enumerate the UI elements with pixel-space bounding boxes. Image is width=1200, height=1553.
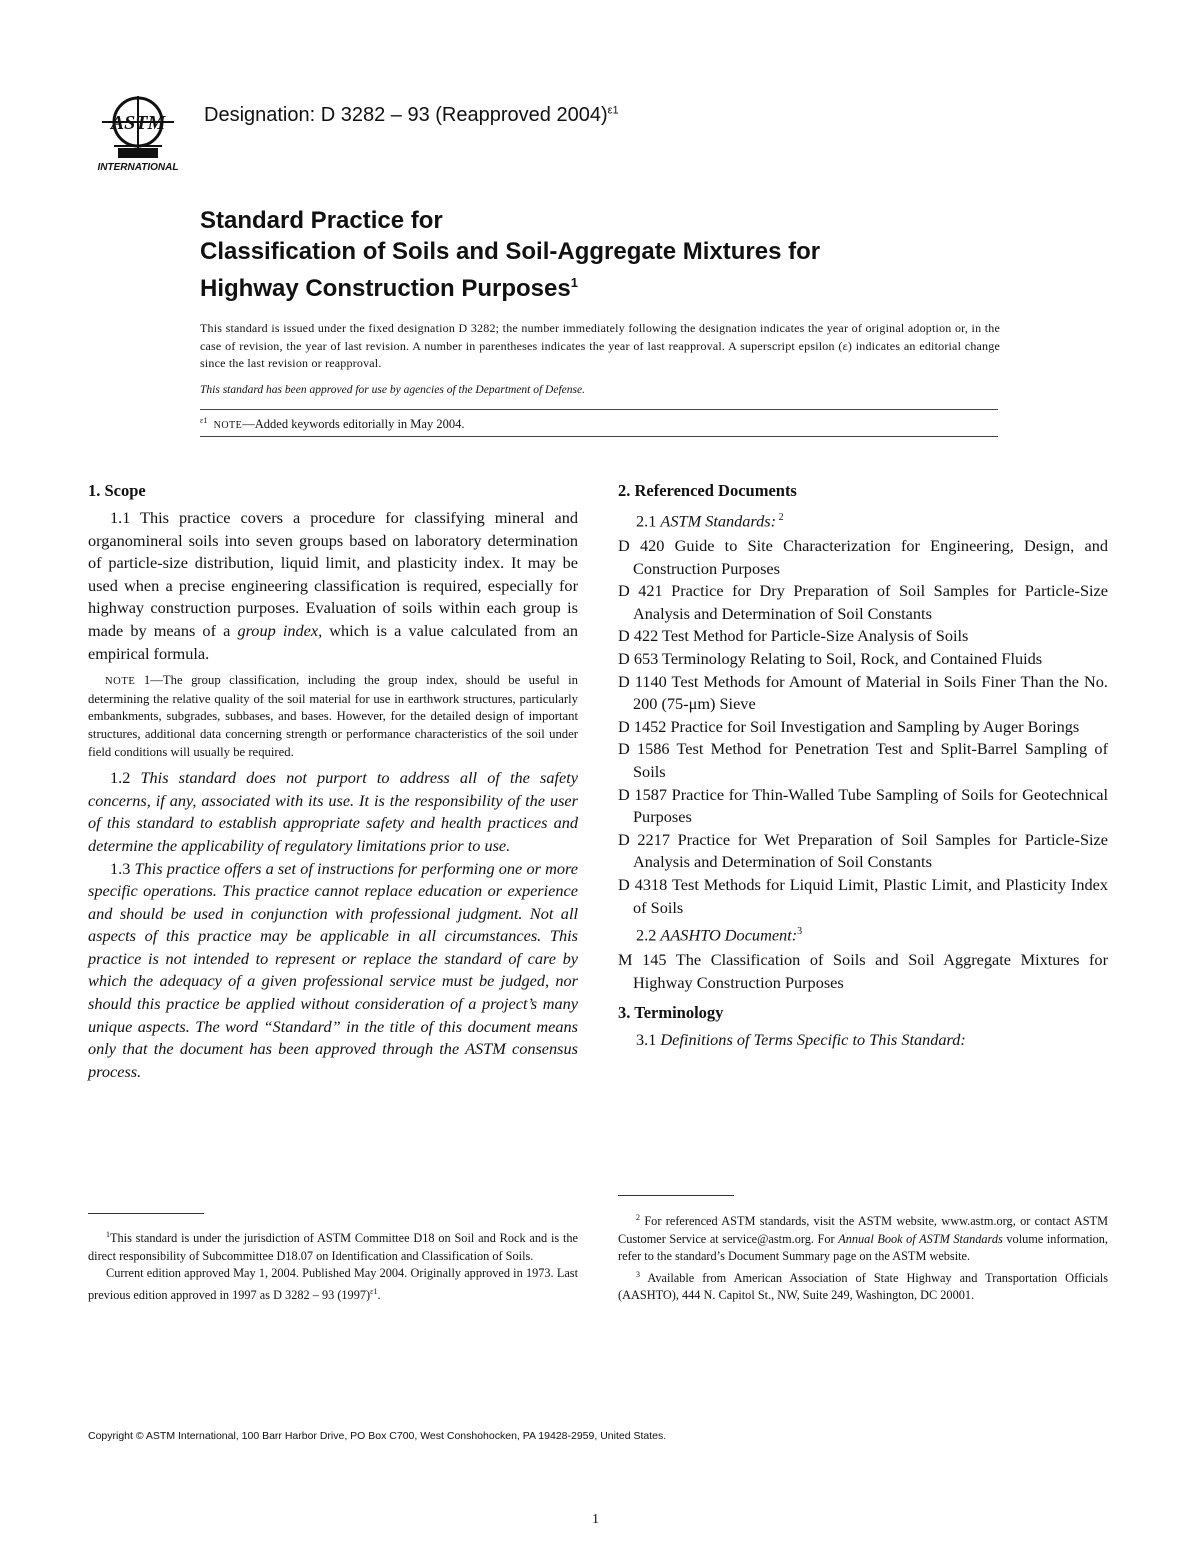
- issuance-statement: This standard is issued under the fixed designation D 3282; the number immediately following the designation indicates the year of original adoption or, in the case of revision, the year of last revision. A number in parentheses indicates the year of last reapproval. A superscript epsilon (ε) indicates an editorial change since the last revision or reapproval.: [200, 321, 1000, 370]
- dod-approval: This standard has been approved for use by agencies of the Department of Defense.: [200, 384, 585, 396]
- reference-item: D 422 Test Method for Particle-Size Analysis of Soils: [618, 626, 969, 646]
- subsection-2-1-label: ASTM Standards:: [660, 511, 777, 531]
- reference-item: D 1586 Test Method for Penetration Test and Split-Barrel Sampling of Soils: [618, 739, 1108, 781]
- section-1-heading: 1. Scope: [88, 481, 146, 500]
- subsection-2-1-number: 2.1: [636, 511, 661, 531]
- paragraph-1-2-text: This standard does not purport to address all of the safety concerns, if any, associated with its use. It is the responsibility of the user of this standard to establish appropriate safety and health practices and determine the applicability of regulatory limitations prior to use.: [88, 768, 578, 855]
- reference-item: D 2217 Practice for Wet Preparation of Soil Samples for Particle-Size Analysis and Determination of Soil Constants: [618, 829, 1108, 872]
- reference-item: D 1587 Practice for Thin-Walled Tube Sampling of Soils for Geotechnical Purposes: [618, 784, 1108, 827]
- note-1-label: NOTE: [105, 676, 136, 688]
- title-line-3-text: Highway Construction Purposes: [200, 275, 571, 302]
- subsection-2-2-number: 2.2: [636, 925, 661, 945]
- footnote-2-mark: 2: [776, 512, 784, 523]
- footnote-1-edition: Current edition approved May 1, 2004. Published May 2004. Originally approved in 1973. Last previous edition approved in 1997 as D 3282 – 93 $(1997)^{\varepsilon 1}$.: [88, 1266, 578, 1302]
- editorial-note-text: —Added keywords editorially in May 2004.: [242, 417, 465, 432]
- paragraph-1-2-number: 1.2: [110, 768, 141, 788]
- footnote-1: [88, 1226, 578, 1265]
- footnote-2-book-title: Annual Book of ASTM Standards: [838, 1231, 1003, 1246]
- section-3-heading: 3. Terminology: [618, 1003, 724, 1023]
- designation-superscript: ε1: [607, 104, 619, 117]
- reference-item: D 1452 Practice for Soil Investigation and Sampling by Auger Borings: [618, 716, 1080, 736]
- title-footnote-mark: 1: [570, 275, 578, 290]
- copyright-notice: Copyright © ASTM International, 100 Barr Harbor Drive, PO Box C700, West Conshohocken, PA 19428-2959, United States.: [88, 1430, 667, 1442]
- section-2-heading: 2. Referenced Documents: [618, 481, 797, 500]
- footnote-1-edition-superscript: ε1: [370, 1286, 378, 1296]
- paragraph-1-3-text: This practice offers a set of instructions for performing one or more specific operations. This practice cannot replace education or experience and should be used in conjunction with professional judgment. Not all aspects of this practice may be applicable in all circumstances. This practice is not intended to represent or replace the standard of care by which the adequacy of a given professional service must be judged, nor should this practice be applied without consideration of a project’s many unique aspects. The word “Standard” in the title of this document means only that the document has been approved through the ASTM consensus process.: [88, 858, 578, 1081]
- designation: [204, 104, 619, 127]
- reference-item-aashto: M 145 The Classification of Soils and Soil Aggregate Mixtures for Highway Construction Purposes: [618, 950, 1108, 992]
- editorial-note-label: NOTE: [213, 420, 243, 432]
- footnote-2-text-a: For referenced ASTM standards, visit the ASTM website, www.astm.org, or contact ASTM Customer Service at service@astm.org. For: [618, 1214, 1109, 1246]
- footnote-3-mark: 3: [797, 926, 803, 938]
- footnote-divider: [618, 1195, 734, 1196]
- footnote-1-number: 1: [106, 1230, 110, 1239]
- subsection-2-2: [618, 921, 1108, 947]
- reference-item: D 1140 Test Methods for Amount of Material in Soils Finer Than the No. 200 (75-μm) Sieve: [618, 671, 1108, 714]
- footnote-2-number: 2: [636, 1213, 640, 1222]
- note-1-text: 1—The group classification, including the group index, should be useful in determining the relative quality of the soil material for use in earthwork structures, particularly embankments, subgrades, subbases, and bases. However, for the detailed design of important structures, additional data concerning strength or performance characteristics of the soil under field conditions will usually be required.: [88, 673, 578, 759]
- footnotes-left: [88, 1226, 578, 1304]
- document-title: [200, 205, 1100, 304]
- subsection-3-1-text: Definitions of Terms Specific to This Standard:: [660, 1030, 966, 1050]
- paragraph-1-1: [88, 507, 578, 665]
- group-index-term: group index,: [237, 620, 323, 640]
- page-number: 1: [592, 1512, 599, 1527]
- reference-item: D 421 Practice for Dry Preparation of Soil Samples for Particle-Size Analysis and Determination of Soil Constants: [618, 581, 1108, 623]
- astm-logo: [88, 92, 188, 174]
- divider: [200, 409, 998, 410]
- footnote-1-text: This standard is under the jurisdiction of ASTM Committee D18 on Soil and Rock and is the direct responsibility of Subcommittee D18.07 on Identification and Classification of Soils.: [88, 1231, 578, 1263]
- title-line-1: Standard Practice for: [200, 207, 443, 234]
- reference-item: D 420 Guide to Site Characterization for Engineering, Design, and Construction Purposes: [618, 536, 1108, 578]
- note-1: [88, 672, 578, 761]
- epsilon-mark: ε1: [200, 416, 208, 425]
- editorial-note: [200, 416, 464, 432]
- reference-item: D 4318 Test Methods for Liquid Limit, Plastic Limit, and Plasticity Index of Soils: [618, 874, 1108, 917]
- logo-wordmark: ASTM: [110, 112, 166, 134]
- footnote-2-text-b: volume information, refer to the standard’s Document Summary page on the ASTM website.: [618, 1231, 1108, 1264]
- footnote-3-text: Available from American Association of State Highway and Transportation Officials (AASHTO), 444 N. Capitol St., NW, Suite 249, Washington, DC 20001.: [618, 1270, 1108, 1303]
- subsection-2-2-label: AASHTO Document:: [660, 925, 798, 945]
- paragraph-1-1-text-b: which is a value calculated from an empirical formula.: [88, 620, 579, 663]
- footnote-divider: [88, 1213, 204, 1214]
- right-column: [618, 480, 1108, 1054]
- subsection-3-1-number: 3.1: [636, 1030, 661, 1050]
- paragraph-1-3-number: 1.3: [110, 858, 135, 878]
- title-line-2: Classification of Soils and Soil-Aggregate Mixtures for: [200, 238, 821, 265]
- left-column: [88, 480, 578, 1083]
- subsection-2-1: [618, 507, 1108, 533]
- footnote-3-number: 3: [636, 1269, 640, 1279]
- footnotes-right: [618, 1209, 1108, 1305]
- footnote-1-edition-text: Current edition approved May 1, 2004. Published May 2004. Originally approved in 1973. Last previous edition approved in 1997 as D 3282 – 93 (1997): [88, 1266, 578, 1302]
- paragraph-1-2: [88, 767, 578, 857]
- divider: [200, 436, 998, 437]
- reference-item: D 653 Terminology Relating to Soil, Rock, and Contained Fluids: [618, 648, 1043, 668]
- title-line-3: [200, 267, 1100, 304]
- footnote-3: [618, 1266, 1108, 1305]
- logo-subtitle: INTERNATIONAL: [97, 162, 179, 173]
- paragraph-1-3: [88, 858, 578, 1084]
- paragraph-1-1-text-a: 1.1 This practice covers a procedure for classifying mineral and organomineral soils into seven groups based on laboratory determination of particle-size distribution, liquid limit, and plasticity index. It may be used when a precise engineering classification is required, especially for highway construction purposes. Evaluation of soils within each group is made by means of a: [88, 508, 578, 640]
- designation-text: Designation: D 3282 – 93 (Reapproved 2004): [204, 104, 608, 126]
- footnote-2: [618, 1209, 1108, 1266]
- subsection-3-1: [618, 1029, 1108, 1052]
